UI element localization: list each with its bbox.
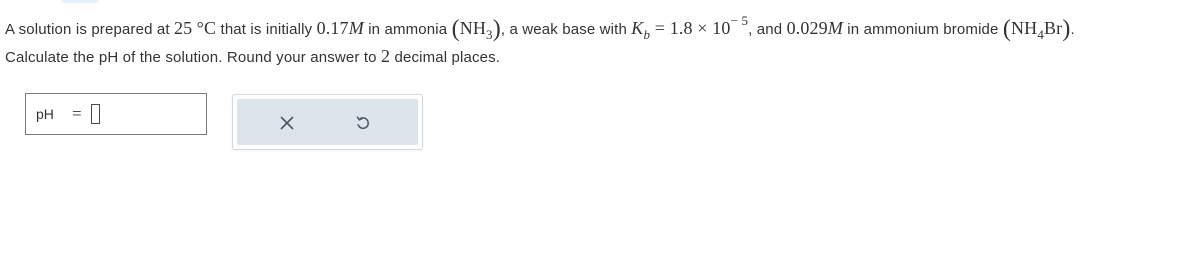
problem-statement [5, 9, 1075, 47]
nh3-concentration: 0.17M [316, 18, 364, 38]
clear-button[interactable] [257, 99, 317, 147]
and-text: , and [748, 21, 783, 38]
instruction-after: decimal places. [394, 49, 501, 66]
instruction-before: Calculate the pH of the solution. Round your answer to [5, 49, 377, 66]
kb-expression: $K_b = 1.8 \times 10^{- 5}$ [631, 13, 749, 42]
undo-icon [355, 115, 371, 131]
in-ammonium-bromide-text: in ammonium bromide [847, 21, 999, 38]
top-accent-bar [62, 0, 98, 3]
nh3-formula: (NH3) [451, 16, 501, 42]
problem-mid1: that is initially [220, 21, 313, 38]
ph-answer-input[interactable] [91, 104, 100, 124]
nh4br-formula: (NH4Br) [1002, 16, 1071, 42]
problem-intro: A solution is prepared at [5, 21, 170, 38]
in-ammonia-text: in ammonia [368, 21, 448, 38]
weak-base-text: , a weak base with [500, 21, 627, 38]
ph-label: pH [36, 106, 54, 122]
x-icon [280, 116, 294, 130]
end-punct: . [1070, 21, 1075, 38]
nh4br-concentration: 0.029M [786, 18, 843, 38]
toolbar-inner [237, 99, 418, 145]
equals-sign: = [72, 104, 82, 123]
instruction [5, 44, 500, 70]
answer-box [25, 93, 207, 135]
temp-unit: °C [196, 18, 217, 38]
undo-button[interactable] [333, 99, 393, 147]
temp-value: 25 [174, 18, 193, 38]
decimal-count: 2 [380, 46, 391, 66]
answer-toolbar [232, 94, 423, 150]
